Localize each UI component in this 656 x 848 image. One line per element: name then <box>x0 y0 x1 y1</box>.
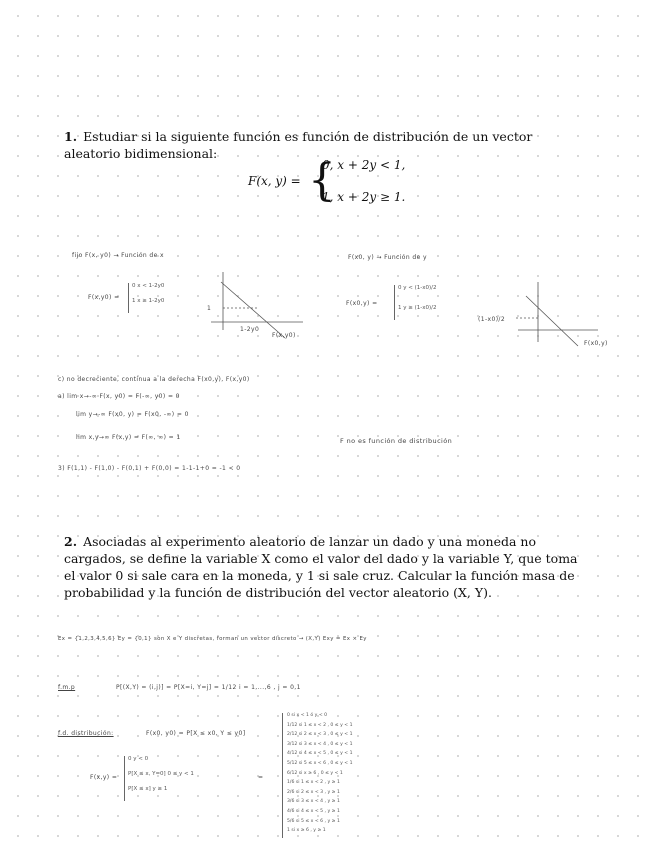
graph2-axis-label: F(x0,y) <box>584 340 608 347</box>
table-row: 2/6 si 2 ≤ x < 3 , y ≥ 1 <box>287 789 340 795</box>
fy-cases <box>394 285 437 320</box>
graph1-ylabel: 1 <box>207 305 212 312</box>
fx-label: F(x,y0) = <box>88 294 120 301</box>
note-fix-x0: F(x0, y) → Función de y <box>348 254 427 261</box>
note-fix-y0: fijo F(x, y0) → Función de x <box>72 252 164 259</box>
problem-2-text: Asociadas al experimento aleatorio de lanzar un dado y una moneda no cargados, se define la variable X como el valor del dado y la variable Y, que toma el valor 0 si sale cara en la moneda, y 1 si sale cruz. Calcular la función masa de probabilidad y la función de distribución del vector aleatorio (X, Y). <box>64 534 578 600</box>
table-row: 4/12 si 4 ≤ x < 5 , 0 ≤ y < 1 <box>287 751 353 757</box>
graph1-xlabel: 1-2y0 <box>240 326 260 333</box>
problem-1-text: Estudiar si la siguiente función es función de distribución de un vector aleatorio bidimensional: <box>64 129 533 161</box>
piece-label: F(x,y) = <box>90 774 118 781</box>
graph1-axis-label: F(x,y0) <box>272 332 296 339</box>
problem-2 <box>64 533 584 601</box>
distribution-table <box>282 713 377 838</box>
table-row: 2/12 si 2 ≤ x < 3 , 0 ≤ y < 1 <box>287 732 353 738</box>
note-property-c: c) no decreciente, continua a la derecha F(x0,y), F(x,y0) <box>58 376 250 383</box>
fx-case-2: 1 x ≥ 1-2y0 <box>132 298 165 304</box>
fx-cases <box>128 283 164 313</box>
piece-row-3: P[X ≤ x] y ≥ 1 <box>128 786 168 792</box>
note-limit-x: a) lim x→-∞ F(x, y0) = F(-∞, y0) = 0 <box>58 393 180 400</box>
formula-case-2: 1, x + 2y ≥ 1. <box>322 190 406 204</box>
table-row: 5/6 si 5 ≤ x < 6 , y ≥ 1 <box>287 818 340 824</box>
problem-2-number: 2. <box>64 534 78 549</box>
note-limit-y: lim y→-∞ F(x0, y) = F(x0, -∞) = 0 <box>76 411 189 418</box>
note-conclusion: F no es función de distribución <box>340 437 453 445</box>
note-rectangle-inequality: 3) F(1,1) - F(1,0) - F(0,1) + F(0,0) = 1-1-1+0 = -1 < 0 <box>58 465 241 472</box>
fy-case-2: 1 y ≥ (1-x0)/2 <box>398 305 437 311</box>
note-fd: F(x0, y0) = P[X ≤ x0, Y ≤ y0] <box>146 730 246 737</box>
problem-1-number: 1. <box>64 129 78 144</box>
table-row: 6/12 si x ≥ 6 , 0 ≤ y < 1 <box>287 770 343 776</box>
table-row: 3/6 si 3 ≤ x < 4 , y ≥ 1 <box>287 799 340 805</box>
note-supports: Ex = {1,2,3,4,5,6} Ey = {0,1} son X e Y discretas, forman un vector discreto → (X,Y) Exy = Ex × Ey <box>58 636 367 642</box>
fy-label: F(x0,y) = <box>346 300 378 307</box>
piece-row-1: 0 y < 0 <box>128 756 149 762</box>
formula-brace: { <box>308 155 336 206</box>
fx-case-1: 0 x < 1-2y0 <box>132 283 165 289</box>
table-row: 5/12 si 5 ≤ x < 6 , 0 ≤ y < 1 <box>287 760 353 766</box>
note-fmp: P[(X,Y) = (i,j)] = P[X=i, Y=j] = 1/12 i = 1,...,6 , j = 0,1 <box>116 684 301 691</box>
graph2-boundary-line <box>526 296 578 346</box>
table-row: 1/6 si 1 ≤ x < 2 , y ≥ 1 <box>287 780 340 786</box>
piece-cases <box>124 756 194 801</box>
table-row: 1 si x ≥ 6 , y ≥ 1 <box>287 828 326 834</box>
table-row: 3/12 si 3 ≤ x < 4 , 0 ≤ y < 1 <box>287 741 353 747</box>
formula-case-1: 0, x + 2y < 1, <box>322 158 406 172</box>
note-fmp-label: f.m.p <box>58 684 76 691</box>
note-fd-label: f.d. distribución: <box>58 730 114 737</box>
note-limit-xy: lim x,y→∞ F(x,y) = F(∞, ∞) = 1 <box>76 434 181 441</box>
table-row: 4/6 si 4 ≤ x < 5 , y ≥ 1 <box>287 808 340 814</box>
formula-lhs: F(x, y) = <box>248 174 301 188</box>
table-row: 1/12 si 1 ≤ x < 2 , 0 ≤ y < 1 <box>287 722 353 728</box>
graph2-ylabel: (1-x0)/2 <box>478 316 506 323</box>
piece-row-2: P[X ≤ x, Y=0] 0 ≤ y < 1 <box>128 771 194 777</box>
distribution-formula <box>248 155 448 208</box>
table-row: 0 si x < 1 ó y < 0 <box>287 713 328 718</box>
fy-case-1: 0 y < (1-x0)/2 <box>398 285 437 291</box>
equals-sign: = <box>258 774 264 781</box>
